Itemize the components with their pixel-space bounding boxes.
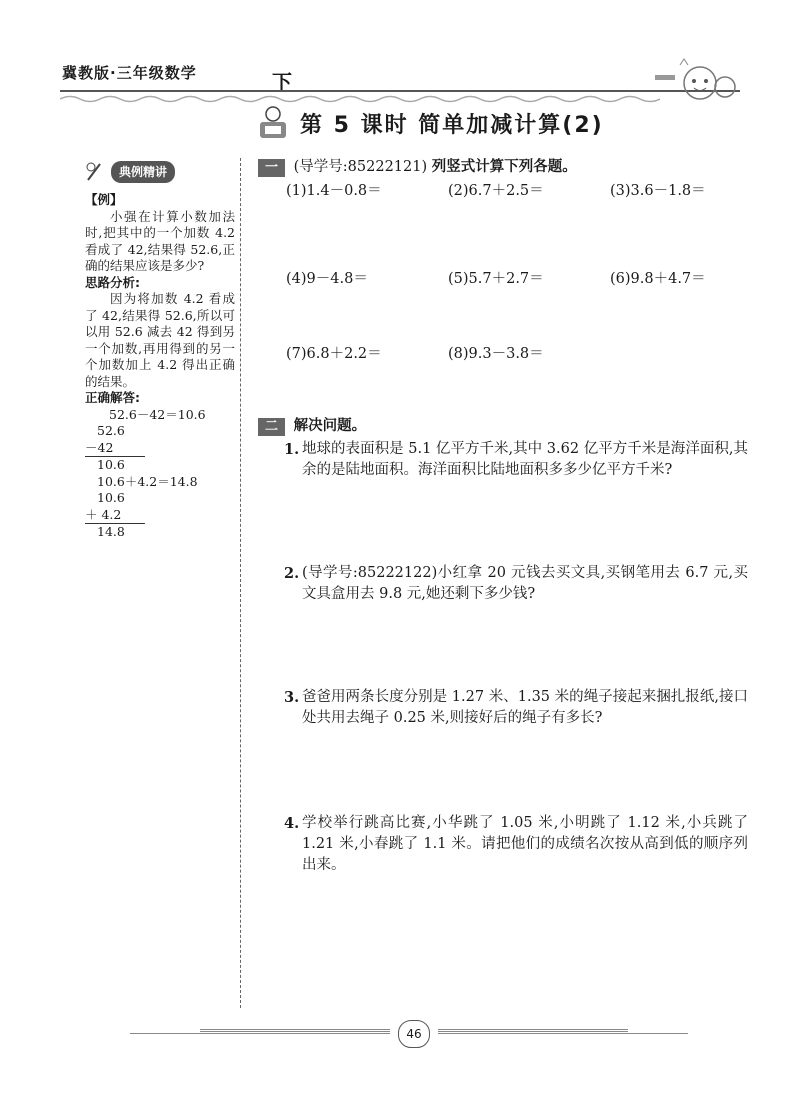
- header-rule: [60, 90, 740, 92]
- analysis-text: 因为将加数 4.2 看成了 42,结果得 52.6,所以可以用 52.6 减去 42 得到另一个加数,再用得到的另一个加数加上 4.2 得出正确的结果。: [85, 291, 235, 389]
- word-problem: [258, 563, 748, 605]
- vertical-1-result: 10.6: [97, 457, 125, 472]
- problem-text: 爸爸用两条长度分别是 1.27 米、1.35 米的绳子接起来捆扎报纸,接口处共用去绳子 0.25 米,则接好后的绳子有多长?: [302, 689, 748, 726]
- problem-text: (导学号:85222122)小红拿 20 元钱去买文具,买钢笔用去 6.7 元,买文具盒用去 9.8 元,她还剩下多少钱?: [302, 565, 748, 602]
- footer-rule-right: [438, 1033, 688, 1034]
- calc-problem: (5)5.7＋2.7＝: [448, 271, 544, 287]
- calc-problem: (3)3.6－1.8＝: [610, 183, 706, 199]
- pen-icon: [85, 161, 105, 183]
- section-2-title: 解决问题。: [293, 418, 367, 434]
- header-wave-decoration: [60, 94, 660, 104]
- answer-label: 正确解答:: [85, 390, 140, 405]
- section-1-guide-number: (导学号:85222121): [293, 159, 428, 175]
- column-divider: [240, 158, 241, 1008]
- word-problem: [258, 813, 748, 876]
- calc-problem-grid: [258, 177, 748, 407]
- vertical-2-operand: ＋ 4.2: [85, 507, 145, 525]
- example-text: 小强在计算小数加法时,把其中的一个加数 4.2 看成了 42,结果得 52.6,正确的结果应该是多少?: [85, 208, 235, 273]
- analysis-label: 思路分析:: [85, 274, 140, 290]
- calc-problem: (4)9－4.8＝: [286, 271, 368, 287]
- calc-problem: (8)9.3－3.8＝: [448, 346, 544, 362]
- volume-mark: 下: [272, 70, 292, 94]
- section-badge: 典例精讲: [111, 161, 175, 184]
- example-label: 【例】: [85, 192, 123, 207]
- page-number: 46: [398, 1020, 430, 1048]
- badge-row: [85, 160, 235, 184]
- calc-problem: (2)6.7＋2.5＝: [448, 183, 544, 199]
- section-1-title: 列竖式计算下列各题。: [431, 159, 577, 175]
- section-1-label: 一: [258, 159, 285, 177]
- calc-problem: (7)6.8＋2.2＝: [286, 346, 382, 362]
- calc-problem: (6)9.8＋4.7＝: [610, 271, 706, 287]
- cartoon-kids-icon: [650, 55, 740, 105]
- equation-2: 10.6＋4.2＝14.8: [97, 473, 198, 489]
- calc-problem: (1)1.4－0.8＝: [286, 183, 382, 199]
- equation-1: 52.6－42＝10.6: [109, 406, 206, 422]
- problem-number: 4.: [284, 815, 300, 832]
- section-2-heading: [258, 417, 748, 436]
- teacher-icon: [256, 104, 290, 140]
- problem-text: 地球的表面积是 5.1 亿平方千米,其中 3.62 亿平方千米是海洋面积,其余的是陆地面积。海洋面积比陆地面积多多少亿平方千米?: [302, 441, 748, 478]
- footer-double-rule-right: [438, 1029, 628, 1032]
- problem-number: 3.: [284, 689, 300, 706]
- problem-number: 2.: [284, 565, 300, 582]
- problem-number: 1.: [284, 441, 300, 458]
- vertical-1-operand: －42: [85, 440, 145, 458]
- footer-double-rule-left: [200, 1029, 390, 1032]
- vertical-calc-2: [85, 490, 145, 541]
- vertical-2-top: 10.6: [97, 490, 125, 505]
- lesson-title: 第 5 课时 简单加减计算(2): [300, 113, 604, 138]
- word-problem: [258, 687, 748, 729]
- problem-text: 学校举行跳高比赛,小华跳了 1.05 米,小明跳了 1.12 米,小兵跳了 1.21 米,小春跳了 1.1 米。请把他们的成绩名次按从高到低的顺序列出来。: [302, 815, 748, 873]
- word-problem: [258, 439, 748, 481]
- section-1-heading: [258, 158, 748, 177]
- vertical-2-result: 14.8: [97, 524, 125, 539]
- footer-rule-left: [130, 1033, 390, 1034]
- book-title: 冀教版·三年级数学: [62, 64, 197, 82]
- example-sidebar: [85, 160, 235, 541]
- section-2-label: 二: [258, 418, 285, 436]
- vertical-1-top: 52.6: [97, 423, 125, 438]
- vertical-calc-1: [85, 423, 145, 474]
- exercise-area: [258, 158, 748, 876]
